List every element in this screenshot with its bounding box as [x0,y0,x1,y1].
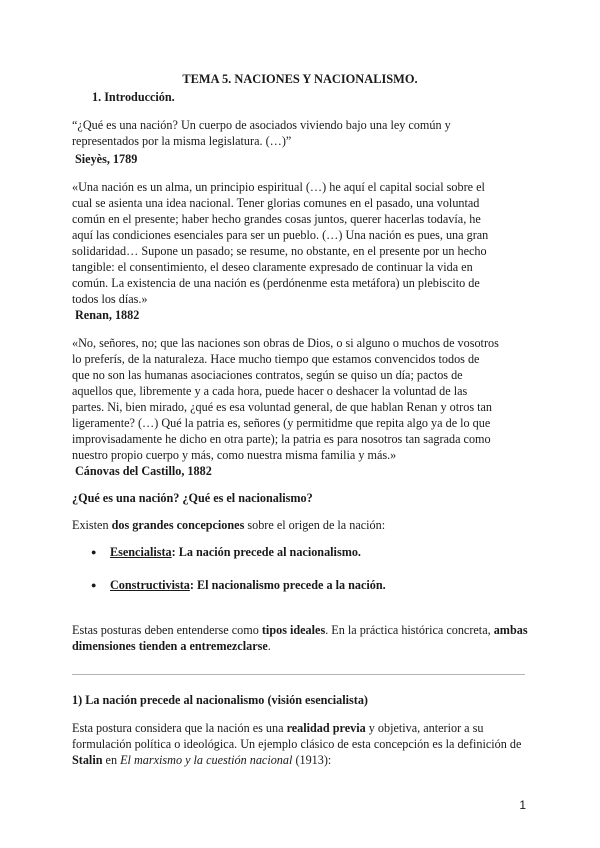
quote-renan-line: cual se asienta una idea nacional. Tener glorias comunes en el pasado, una voluntad [72,196,480,210]
posturas-line [72,622,528,638]
bullet-item-esencialista [110,544,361,560]
section-heading-introduccion: 1. Introducción. [92,90,175,104]
esta-postura-line [72,720,483,736]
author-sieyes: Sieyès, 1789 [75,152,138,166]
text-run: Esta postura considera que la nación es una [72,721,287,735]
bullet-marker: ● [91,580,97,590]
esta-postura-line [72,752,331,768]
text-run-bold: dimensiones tienden a entremezclarse [72,639,268,653]
author-canovas: Cánovas del Castillo, 1882 [75,464,212,478]
quote-canovas-line: que no son las humanas asociaciones contratos, según se quiso un día; pactos de [72,368,463,382]
author-renan: Renan, 1882 [75,308,140,322]
quote-renan-line: aquí las condiciones esenciales para ser un pueblo. (…) Una nación es pues, una gran [72,228,489,242]
text-run: y objetiva, anterior a su [365,721,484,735]
subsection-heading: 1) La nación precede al nacionalismo (visión esencialista) [72,693,368,707]
quote-renan-line: común en el presente; haber hecho grandes cosas juntos, querer hacerlas todavía, he [72,212,481,226]
concepciones-paragraph [72,517,385,533]
quote-renan-line: solidaridad… Supone un pasado; se resume, no obstante, en el presente por un hecho [72,244,487,258]
esta-postura-line: formulación política o ideológica. Un ejemplo clásico de esta concepción es la definición de [72,737,522,751]
quote-sieyes-line: representados por la misma legislatura. (…)” [72,134,292,148]
bullet-text: : La nación precede al nacionalismo. [171,545,361,559]
question-heading: ¿Qué es una nación? ¿Qué es el nacionalismo? [72,491,313,505]
text-run: (1913): [292,753,332,767]
quote-renan-line: común. La existencia de una nación es (perdónenme esta metáfora) un plebiscito de [72,276,480,290]
quote-renan-line: tangible: el consentimiento, el deseo claramente expresado de continuar la vida en [72,260,473,274]
book-title: El marxismo y la cuestión nacional [120,753,293,767]
text-run: . En la práctica histórica concreta, [325,623,494,637]
text-run-bold: realidad previa [286,721,366,735]
quote-canovas-line: partes. Ni, bien mirado, ¿qué es esa voluntad general, de que hablan Renan y otros tan [72,400,492,414]
bullet-term: Constructivista [110,578,190,592]
text-run: sobre el origen de la nación: [244,518,386,532]
text-run-bold: ambas [493,623,528,637]
document-title: TEMA 5. NACIONES Y NACIONALISMO. [182,72,418,86]
text-run-bold: Stalin [72,753,103,767]
text-run: . [267,639,271,653]
horizontal-divider [72,674,525,675]
page-number: 1 [519,798,526,812]
bullet-marker: ● [91,547,97,557]
quote-renan-line: «Una nación es un alma, un principio espiritual (…) he aquí el capital social sobre el [72,180,485,194]
quote-canovas-line: improvisadamente he dicho en otra parte); la patria es para nosotros tan sagrada como [72,432,491,446]
quote-sieyes-line: “¿Qué es una nación? Un cuerpo de asociados viviendo bajo una ley común y [72,118,451,132]
quote-canovas-line: nuestro propio cuerpo y más, como nuestra misma familia y más.» [72,448,397,462]
quote-canovas-line: aquellos que, libremente y a cada hora, puede hacer o deshacer la voluntad de las [72,384,468,398]
quote-canovas-line: lo preferís, de la naturaleza. Hace mucho tiempo que estamos convencidos todos de [72,352,480,366]
text-run: Estas posturas deben entenderse como [72,623,262,637]
text-run-bold: tipos ideales [261,623,326,637]
text-run: en [102,753,121,767]
bullet-item-constructivista [110,577,386,593]
bullet-text: : El nacionalismo precede a la nación. [189,578,386,592]
quote-renan-line: todos los días.» [72,292,148,306]
text-run: Existen [72,518,112,532]
posturas-line [72,638,271,654]
quote-canovas-line: ligeramente? (…) Qué la patria es, señores (y permitidme que repita algo ya de lo que [72,416,491,430]
quote-canovas-line: «No, señores, no; que las naciones son obras de Dios, o si alguno o muchos de vosotros [72,336,499,350]
text-run-bold: dos grandes concepciones [111,518,245,532]
bullet-term: Esencialista [110,545,172,559]
